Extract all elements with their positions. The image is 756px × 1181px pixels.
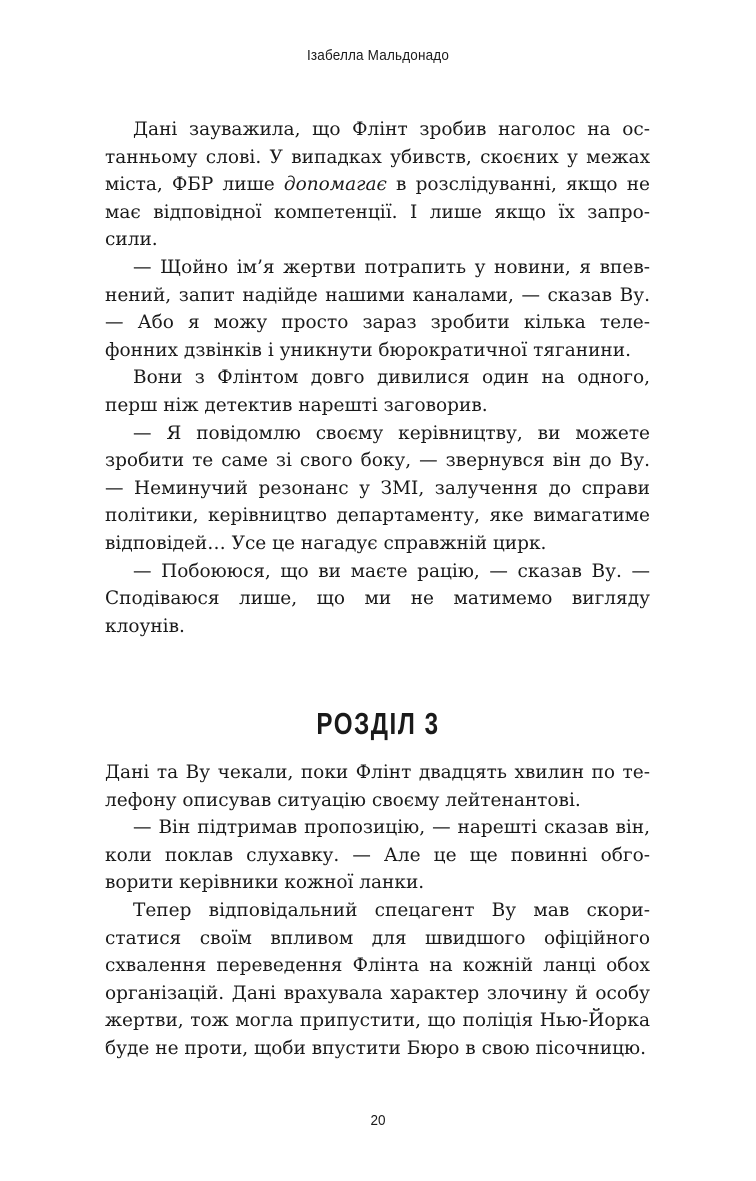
paragraph: Вони з Флінтом довго дивилися один на одного, перш ніж детектив нарешті заговорив. bbox=[105, 367, 650, 416]
paragraph-text: в розслідуванні, якщо не має відповідної компетенції. І лише якщо їх запросили. bbox=[105, 174, 650, 251]
paragraph bbox=[105, 116, 650, 254]
body-text-bottom bbox=[105, 759, 650, 1063]
chapter-heading: РОЗДІЛ 3 bbox=[316, 706, 440, 741]
page-number: 20 bbox=[370, 1112, 386, 1129]
body-text-top bbox=[105, 116, 650, 640]
paragraph: Тепер відповідальний спецагент Ву мав скористатися своїм впливом для швидшого офіційного схвалення переведення Флінта на кожній ланці обох організацій. Дані врахувала характер злочину й особу жертви, тож могла припустити, що поліція Нью-Йорка буде не проти, щоби впустити Бюро в свою пісочницю. bbox=[105, 899, 650, 1059]
running-header-author: Ізабелла Мальдонадо bbox=[306, 47, 450, 64]
paragraph: — Він підтримав пропозицію, — нарешті сказав він, коли поклав слухавку. — Але це ще повинні обговорити керівники кожної ланки. bbox=[105, 817, 650, 894]
emphasis-text: допомагає bbox=[283, 174, 387, 196]
paragraph: — Я повідомлю своєму керівництву, ви можете зробити те саме зі свого боку, — звернувся він до Ву. — Неминучий резонанс у ЗМІ, залучення до справи політики, керівництво департаменту, яке вимагатиме відповідей… Усе це нагадує справжній цирк. bbox=[105, 422, 650, 554]
paragraph: — Щойно ім’я жертви потрапить у новини, я впевнений, запит надійде нашими каналами, — сказав Ву. — Або я можу просто зараз зробити кілька телефонних дзвінків і уникнути бюрократичної тяганини. bbox=[105, 256, 650, 361]
paragraph-text: Дані зауважила, що Флінт зробив наголос на останньому слові. У випадках убивств, скоєних у межах міста, ФБР лише bbox=[105, 119, 650, 196]
paragraph: — Побоююся, що ви маєте рацію, — сказав Ву. — Сподіваюся лише, що ми не матимемо вигляду клоунів. bbox=[105, 560, 650, 637]
paragraph: Дані та Ву чекали, поки Флінт двадцять хвилин по телефону описував ситуацію своєму лейтенантові. bbox=[105, 762, 650, 811]
